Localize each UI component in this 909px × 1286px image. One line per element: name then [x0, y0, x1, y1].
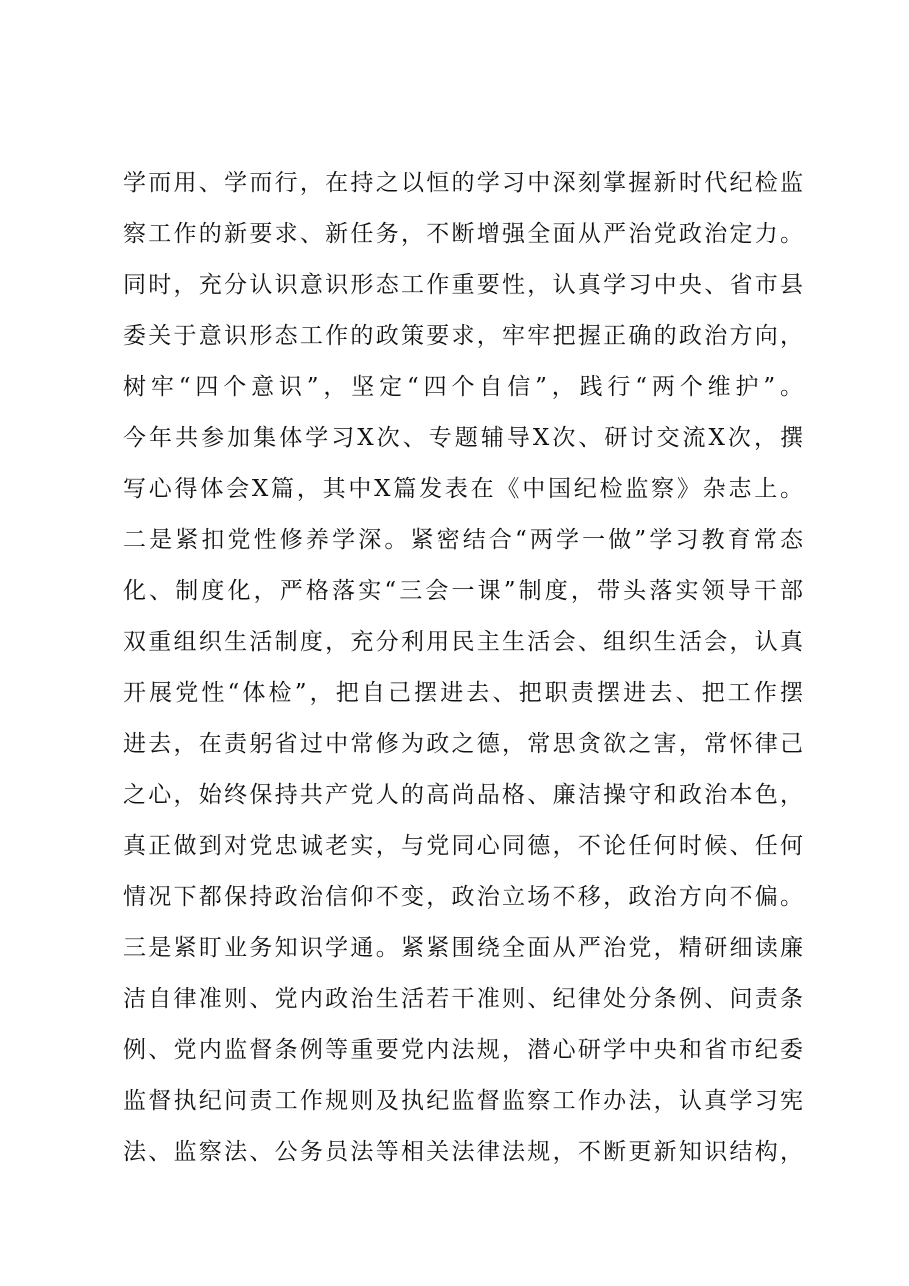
- text-line: 学而用、学而行，在持之以恒的学习中深刻掌握新时代纪检监: [123, 170, 803, 196]
- text-line: 开展党性“体检”，把自己摆进去、把职责摆进去、把工作摆: [123, 680, 803, 706]
- text-line: 察工作的新要求、新任务，不断增强全面从严治党政治定力。: [123, 221, 803, 247]
- text-line: 二是紧扣党性修养学深。紧密结合“两学一做”学习教育常态: [123, 527, 803, 553]
- body-text: [123, 158, 803, 1178]
- text-line: 进去，在责躬省过中常修为政之德，常思贪欲之害，常怀律己: [123, 731, 803, 757]
- text-line: 洁自律准则、党内政治生活若干准则、纪律处分条例、问责条: [123, 986, 803, 1012]
- text-line: 双重组织生活制度，充分利用民主生活会、组织生活会，认真: [123, 629, 803, 655]
- text-line: 例、党内监督条例等重要党内法规，潜心研学中央和省市纪委: [123, 1037, 803, 1063]
- text-line: 法、监察法、公务员法等相关法律法规，不断更新知识结构，: [123, 1139, 803, 1165]
- text-line: 化、制度化，严格落实“三会一课”制度，带头落实领导干部: [123, 578, 803, 604]
- text-line: 之心，始终保持共产党人的高尚品格、廉洁操守和政治本色，: [123, 782, 803, 808]
- text-line: 写心得体会X篇，其中X篇发表在《中国纪检监察》杂志上。: [123, 476, 803, 502]
- text-line: 同时，充分认识意识形态工作重要性，认真学习中央、省市县: [123, 272, 803, 298]
- text-line: 树牢“四个意识”，坚定“四个自信”，践行“两个维护”。: [123, 374, 803, 400]
- text-line: 委关于意识形态工作的政策要求，牢牢把握正确的政治方向，: [123, 323, 803, 349]
- text-line: 监督执纪问责工作规则及执纪监督监察工作办法，认真学习宪: [123, 1088, 803, 1114]
- text-line: 真正做到对党忠诚老实，与党同心同德，不论任何时候、任何: [123, 833, 803, 859]
- text-line: 情况下都保持政治信仰不变，政治立场不移，政治方向不偏。: [123, 884, 803, 910]
- text-line: 三是紧盯业务知识学通。紧紧围绕全面从严治党，精研细读廉: [123, 935, 803, 961]
- text-line: 今年共参加集体学习X次、专题辅导X次、研讨交流X次，撰: [123, 425, 803, 451]
